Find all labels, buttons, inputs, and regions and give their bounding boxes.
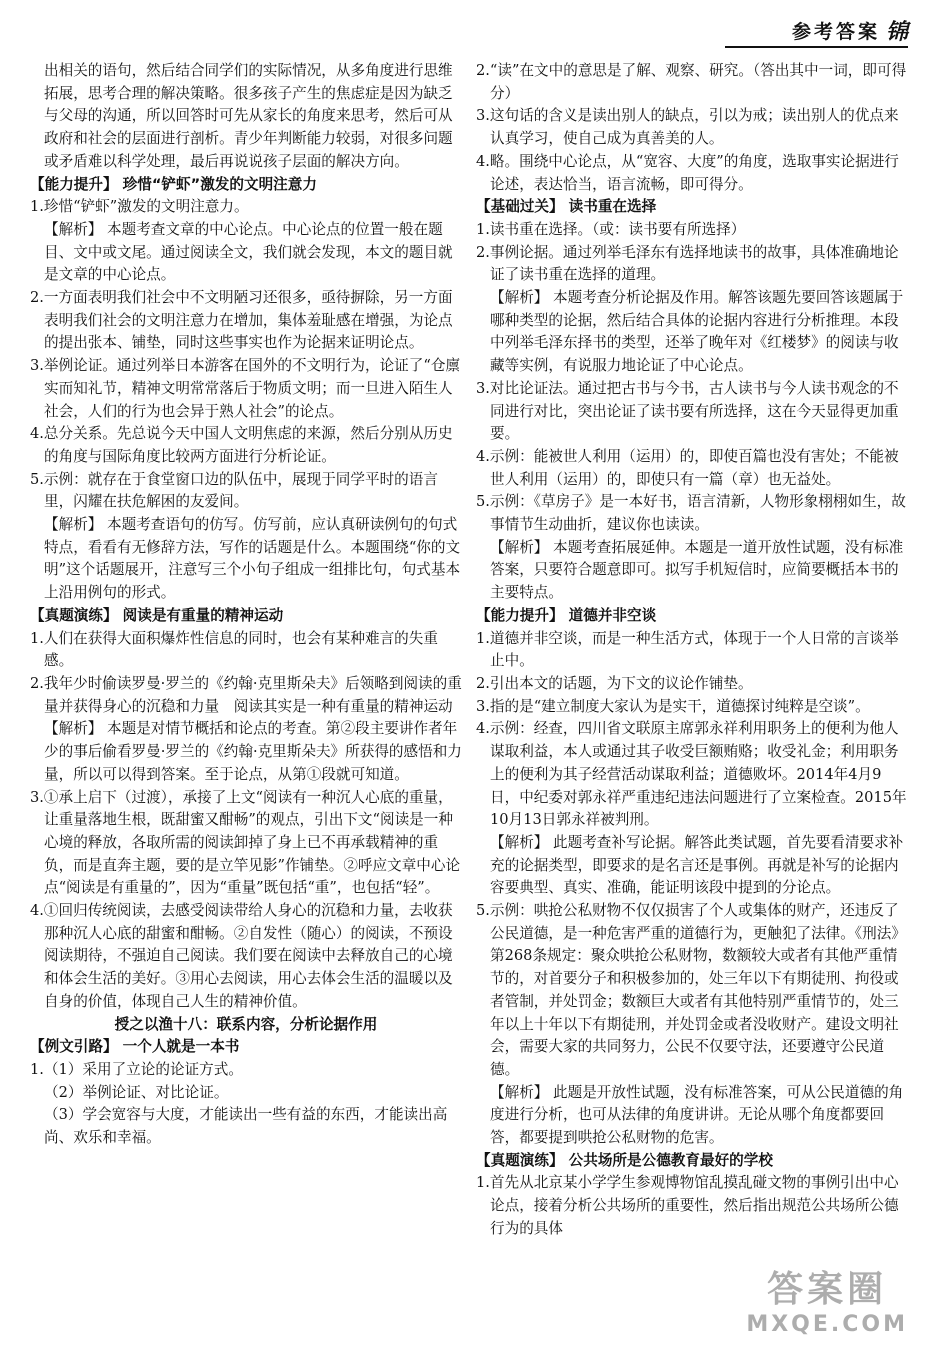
answer-paragraph: 2.“读”在文中的意思是了解、观察、研究。（答出其中一词，即可得分） bbox=[476, 62, 907, 102]
answer-paragraph: 1.（1）采用了立论的论证方式。 bbox=[30, 1060, 243, 1078]
answer-paragraph: 1.道德并非空谈，而是一种生活方式，体现于一个人日常的言谈举止中。 bbox=[476, 629, 899, 670]
answer-paragraph: （3）学会宽容与大度，才能读出一些有益的东西，才能读出高尚、欢乐和幸福。 bbox=[44, 1106, 448, 1147]
answer-paragraph: 3.举例论证。通过列举日本游客在国外的不文明行为，论证了“仓廪实而知礼节，精神文明常常落后于物质文明；而一旦进入陌生人社会，人们的行为也会异于熟人社会”的论点。 bbox=[30, 357, 461, 420]
answer-paragraph: 5.示例：就存在于食堂窗口边的队伍中，展现于同学平时的语言里，闪耀在扶危解困的友爱间。 bbox=[30, 470, 438, 511]
answer-paragraph: 1.人们在获得大面积爆炸性信息的同时，也会有某种难言的失重感。 bbox=[30, 629, 438, 670]
right-column bbox=[476, 60, 908, 1241]
answer-paragraph: 出相关的语句，然后结合同学们的实际情况，从多角度进行思维拓展，思考合理的解决策略。很多孩子产生的焦虑症是因为缺乏与父母的沟通，所以回答时可先从家长的角度来思考，然后可从政府和社会的层面进行剖析。青少年判断能力较弱，对很多问题或矛盾难以科学处理，最后再说说孩子层面的解决方向。 bbox=[44, 62, 453, 170]
watermark-url-text: MXQE.COM bbox=[746, 1312, 908, 1337]
answer-paragraph: （2）举例论证、对比论证。 bbox=[44, 1083, 229, 1101]
answer-paragraph: 3.这句话的含义是读出别人的缺点，引以为戒；读出别人的优点来认真学习，使自己成为真善美的人。 bbox=[476, 107, 899, 148]
answer-paragraph: 【解析】 本题考查语句的仿写。仿写前，应认真研读例句的句式特点，看看有无修辞方法，写作的话题是什么。本题围绕“你的文明”这个话题展开，注意写三个小句子组成一组排比句，句式基本上沿用例句的形式。 bbox=[44, 516, 461, 602]
answer-paragraph: 【解析】 本题考查分析论据及作用。解答该题先要回答该题属于哪种类型的论据，然后结合具体的论据内容进行分析推理。本段中列举毛泽东择书的类型，还举了晚年对《红楼梦》的阅读与收藏等实例，有说服力地论证了中心论点。 bbox=[490, 289, 904, 375]
section-heading: 【能力提升】 道德并非空谈 bbox=[476, 606, 657, 624]
answer-paragraph: 4.总分关系。先总说今天中国人文明焦虑的来源，然后分别从历史的角度与国际角度比较两方面进行分析论证。 bbox=[30, 425, 453, 465]
answer-paragraph: 4.示例：经查，四川省文联原主席郭永祥利用职务上的便利为他人谋取利益，本人或通过其子收受巨额贿赂；收受礼金；利用职务上的便利为其子经营活动谋取利益；道德败坏。2014年4月9日，中纪委对郭永祥严重违纪违法问题进行了立案检查。2015年10月13日郭永祥被判刑。 bbox=[476, 720, 907, 829]
answer-paragraph: 【解析】 本题考查拓展延伸。本题是一道开放性试题，没有标准答案，只要符合题意即可。拟写手机短信时，应简要概括本书的主要特点。 bbox=[490, 538, 904, 602]
header-divider bbox=[725, 46, 908, 48]
left-column bbox=[30, 60, 462, 1150]
answer-paragraph: 3.指的是“建立制度大家认为是实干，道德探讨纯粹是空谈”。 bbox=[476, 697, 870, 715]
answer-paragraph: 2.一方面表明我们社会中不文明陋习还很多，亟待摒除，另一方面表明我们社会的文明注意力在增加，集体羞耻感在增强，为论点的提出张本、铺垫，同时这些事实也作为论据来证明论点。 bbox=[30, 289, 453, 352]
answer-paragraph: 3.对比论证法。通过把古书与今书，古人读书与今人读书观念的不同进行对比，突出论证了读书要有所选择，这在今天显得更加重要。 bbox=[476, 379, 899, 443]
answer-paragraph: 4.示例：能被世人利用（运用）的，即使百篇也没有害处；不能被世人利用（运用）的，即使只有一篇（章）也无益处。 bbox=[476, 447, 899, 488]
chapter-heading: 授之以渔十八：联系内容，分析论据作用 bbox=[114, 1015, 378, 1033]
brand-logo: 锦 bbox=[885, 18, 908, 45]
watermark-main-text: 答案圈 bbox=[767, 1269, 888, 1310]
answer-paragraph: 1.珍惜“铲虾”激发的文明注意力。 bbox=[30, 198, 249, 216]
section-heading: 【例文引路】 一个人就是一本书 bbox=[30, 1038, 240, 1056]
answer-paragraph: 【解析】 本题考查文章的中心论点。中心论点的位置一般在题目、文中或文尾。通过阅读全文，我们就会发现，本文的题目就是文章的中心论点。 bbox=[44, 220, 453, 284]
answer-paragraph: 4.略。围绕中心论点，从“宽容、大度”的角度，选取事实论据进行论述，表达恰当，语言流畅，即可得分。 bbox=[476, 152, 899, 193]
answer-paragraph: 2.引出本文的话题，为下文的议论作铺垫。 bbox=[476, 674, 753, 692]
answer-paragraph: 【解析】 本题是对情节概括和论点的考查。第②段主要讲作者年少的事后偷看罗曼·罗兰的《约翰·克里斯朵夫》所获得的感悟和力量，所以可以得到答案。至于论点，从第①段就可知道。 bbox=[44, 720, 462, 783]
section-heading: 【基础过关】 读书重在选择 bbox=[476, 198, 657, 216]
site-watermark bbox=[746, 1261, 908, 1337]
answer-paragraph: 2.事例论据。通过列举毛泽东有选择地读书的故事，具体准确地论证了读书重在选择的道理。 bbox=[476, 243, 899, 284]
page-header bbox=[792, 14, 908, 46]
answer-paragraph: 3.①承上启下（过渡），承接了上文“阅读有一种沉人心底的重量，让重量落地生根，既甜蜜又酣畅”的观点，引出下文“阅读是一种心境的释放，各取所需的阅读卸掉了身上已不再承载精神的重负，而是直奔主题，要的是立竿见影”作铺垫。②呼应文章中心论点“阅读是有重量的”，因为“重量”既包括“重”，也包括“轻”。 bbox=[30, 788, 461, 897]
answer-paragraph: 2.我年少时偷读罗曼·罗兰的《约翰·克里斯朵夫》后领略到阅读的重量并获得身心的沉稳和力量 阅读其实是一种有重量的精神运动 bbox=[30, 674, 462, 715]
answer-paragraph: 4.①回归传统阅读，去感受阅读带给人身心的沉稳和力量，去收获那种沉人心底的甜蜜和酣畅。②自发性（随心）的阅读，不预设阅读期待，不强迫自己阅读。我们要在阅读中去释放自己的心境和体会生活的美好。③用心去阅读，用心去体会生活的温暖以及自身的价值，体现自己人生的精神价值。 bbox=[30, 902, 453, 1010]
answer-paragraph: 【解析】 此题考查补写论据。解答此类试题，首先要看清要求补充的论据类型，即要求的是名言还是事例。再就是补写的论据内容要典型、真实、准确，能证明该段中提到的分论点。 bbox=[490, 833, 904, 897]
answer-paragraph: 5.示例：哄抢公私财物不仅仅损害了个人或集体的财产，还违反了公民道德，是一种危害严重的道德行为，更触犯了法律。《刑法》第268条规定：聚众哄抢公私财物，数额较大或者有其他严重情节的，对首要分子和积极参加的，处三年以下有期徒刑、拘役或者管制，并处罚金；数额巨大或者有其他特别严重情节的，处三年以上十年以下有期徒刑，并处罚金或者没收财产。建设文明社会，需要大家的共同努力，公民不仅要守法，还要遵守公民道德。 bbox=[476, 902, 906, 1078]
section-heading: 【能力提升】 珍惜“铲虾”激发的文明注意力 bbox=[30, 175, 317, 193]
section-heading: 【真题演练】 阅读是有重量的精神运动 bbox=[30, 606, 284, 624]
answer-paragraph: 1.首先从北京某小学学生参观博物馆乱摸乱碰文物的事例引出中心论点，接着分析公共场所的重要性，然后指出规范公共场所公德行为的具体 bbox=[476, 1174, 899, 1237]
answer-paragraph: 1.读书重在选择。（或：读书要有所选择） bbox=[476, 220, 746, 238]
answer-paragraph: 【解析】 此题是开放性试题，没有标准答案，可从公民道德的角度进行分析，也可从法律的角度讲讲。无论从哪个角度都要回答，都要提到哄抢公私财物的危害。 bbox=[490, 1083, 904, 1147]
answer-paragraph: 5.示例：《草房子》是一本好书，语言清新，人物形象栩栩如生，故事情节生动曲折，建议你也读读。 bbox=[476, 493, 906, 534]
section-heading: 【真题演练】 公共场所是公德教育最好的学校 bbox=[476, 1151, 773, 1169]
header-title: 参考答案 bbox=[791, 20, 880, 43]
